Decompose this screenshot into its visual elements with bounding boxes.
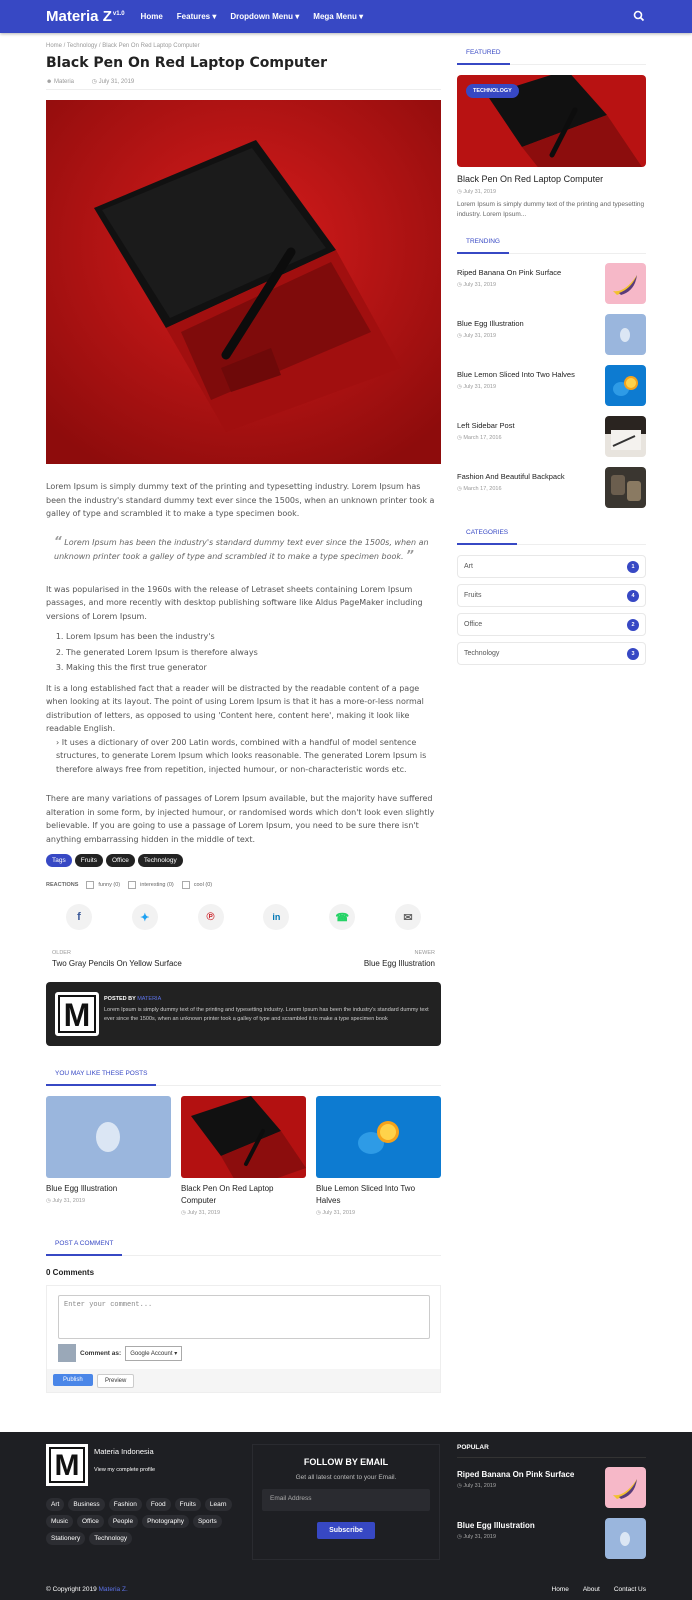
copyright-brand-link[interactable]: Materia Z. <box>98 1586 128 1593</box>
related-post-thumbnail[interactable] <box>181 1096 306 1178</box>
reactions-label: REACTIONS <box>46 882 79 888</box>
trending-item[interactable]: Fashion And Beautiful Backpack ◷ March 17, 2016 <box>457 467 646 509</box>
label-art[interactable]: Art <box>46 1498 64 1511</box>
laptop-illustration <box>46 100 441 464</box>
linkedin-icon[interactable]: in <box>263 904 289 930</box>
reactions-row <box>46 881 441 889</box>
comments-count: 0 Comments <box>46 1268 95 1277</box>
tags-label: Tags <box>46 854 72 867</box>
featured-excerpt: Lorem Ipsum is simply dummy text of the printing and typesetting industry. Lorem Ipsum... <box>457 201 645 218</box>
sidebar <box>457 33 646 665</box>
trending-item[interactable]: Riped Banana On Pink Surface ◷ July 31, 2019 <box>457 263 646 305</box>
checkbox-icon <box>128 881 136 889</box>
whatsapp-icon[interactable]: ☎ <box>329 904 355 930</box>
author-heading: POSTED BY MATERIA <box>104 996 162 1002</box>
related-post-date: ◷ July 31, 2019 <box>181 1210 221 1216</box>
label-technology[interactable]: Technology <box>89 1532 132 1545</box>
trending-thumbnail[interactable] <box>605 314 646 355</box>
ordered-list <box>66 629 441 676</box>
footer-labels <box>46 1498 241 1545</box>
view-profile-link[interactable]: View my complete profile <box>94 1467 156 1473</box>
post-author[interactable]: ☻ Materia <box>46 79 74 85</box>
label-fruits[interactable]: Fruits <box>175 1498 201 1511</box>
featured-title[interactable]: Black Pen On Red Laptop Computer <box>457 174 604 184</box>
checkbox-icon <box>182 881 190 889</box>
footer-link-contact[interactable]: Contact Us <box>613 1586 646 1593</box>
trending-item[interactable]: Left Sidebar Post ◷ March 17, 2016 <box>457 416 646 458</box>
comment-as-row: Comment as: Google Account ▾ <box>58 1344 182 1362</box>
list-item: 2. The generated Lorem Ipsum is therefore always <box>66 645 441 661</box>
email-input[interactable]: Email Address <box>262 1489 430 1511</box>
related-post-item[interactable] <box>316 1096 441 1216</box>
reaction-cool[interactable]: cool (0) <box>182 881 212 889</box>
post-paragraph: It was popularised in the 1960s with the release of Letraset sheets containing Lorem Ipsum passages, and more recently with desktop publishing software like Aldus PageMaker including versions of Lorem Ipsum. <box>46 584 423 621</box>
related-post-item[interactable] <box>46 1096 171 1216</box>
follow-by-email <box>252 1444 440 1560</box>
footer-link-about[interactable]: About <box>582 1586 600 1593</box>
copyright: © Copyright 2019 Materia Z. <box>46 1586 128 1593</box>
nav-home[interactable]: Home <box>140 12 163 21</box>
site-logo[interactable]: Materia $Z^{v1.0}$ <box>46 8 125 25</box>
nav-features[interactable]: Features ▾ <box>176 12 217 21</box>
tag-technology[interactable]: Technology <box>138 854 183 867</box>
main-column <box>46 33 441 1393</box>
trending-thumbnail[interactable] <box>605 365 646 406</box>
related-post-title[interactable]: Black Pen On Red Laptop Computer <box>181 1184 274 1205</box>
label-sports[interactable]: Sports <box>193 1515 222 1528</box>
popular-item[interactable]: Blue Egg Illustration ◷ July 31, 2019 <box>457 1518 646 1560</box>
label-business[interactable]: Business <box>68 1498 104 1511</box>
laptop-illustration <box>181 1096 306 1178</box>
trending-thumbnail[interactable] <box>605 467 646 508</box>
popular-posts <box>457 1444 646 1560</box>
egg-illustration <box>46 1096 171 1178</box>
search-icon[interactable] <box>632 9 646 23</box>
older-post-link[interactable]: OLDER Two Gray Pencils On Yellow Surface <box>52 950 182 968</box>
category-list <box>457 555 646 665</box>
breadcrumb[interactable]: Home / Technology / Black Pen On Red Laptop Computer <box>46 43 200 49</box>
account-select[interactable]: Google Account ▾ <box>125 1346 182 1361</box>
related-post-thumbnail[interactable] <box>316 1096 441 1178</box>
related-post-item[interactable] <box>181 1096 306 1216</box>
post-paragraph: It is a long established fact that a reader will be distracted by the readable content of a page when looking at its layout. The point of using Lorem Ipsum is that it has a more-or-less normal distribution of letters, as opposed to using 'Content here, content here', making it look like readable English. <box>46 683 424 733</box>
label-office[interactable]: Office <box>77 1515 104 1528</box>
follow-text: Get all latest content to your Email. <box>295 1474 397 1481</box>
trending-heading: TRENDING <box>457 234 646 254</box>
lemon-illustration <box>605 365 646 406</box>
related-post-date: ◷ July 31, 2019 <box>46 1198 86 1204</box>
top-navbar <box>0 0 692 33</box>
trending-thumbnail[interactable] <box>605 416 646 457</box>
list-item: 3. Making this the first true generator <box>66 660 441 676</box>
tag-office[interactable]: Office <box>106 854 135 867</box>
author-bio: Lorem Ipsum is simply dummy text of the printing and typesetting industry. Lorem Ipsum has been the industry's standard dummy text ever since the 1500s, when an unknown printer took a galley of type and scrambled it to make a type specimen book <box>104 1007 429 1023</box>
post-meta <box>46 78 441 90</box>
featured-thumbnail[interactable] <box>457 75 646 167</box>
post-date: ◷ July 31, 2019 <box>91 79 135 85</box>
comment-actions <box>47 1369 440 1392</box>
email-icon[interactable]: ✉ <box>395 904 421 930</box>
newer-post-link[interactable]: NEWER Blue Egg Illustration <box>363 950 435 968</box>
follow-title: FOLLOW BY EMAIL <box>303 1457 389 1467</box>
related-post-title[interactable]: Blue Egg Illustration <box>46 1184 118 1193</box>
nav-mega-menu[interactable]: Mega Menu ▾ <box>313 12 364 21</box>
categories-heading: CATEGORIES <box>457 525 646 545</box>
trending-item[interactable]: Blue Egg Illustration ◷ July 31, 2019 <box>457 314 646 356</box>
category-item-fruits[interactable]: Fruits 4 <box>457 584 646 607</box>
tag-fruits[interactable]: Fruits <box>75 854 103 867</box>
label-people[interactable]: People <box>108 1515 138 1528</box>
preview-button[interactable]: Preview <box>97 1374 134 1388</box>
list-item: 1. Lorem Ipsum has been the industry's <box>66 629 441 645</box>
facebook-icon[interactable]: f <box>66 904 92 930</box>
subscribe-button[interactable]: Subscribe <box>317 1522 375 1539</box>
footer <box>0 1432 692 1600</box>
post-paragraph: Lorem Ipsum is simply dummy text of the printing and typesetting industry. Lorem Ipsum has been the industry's standard dummy text ever since the 1500s, when an unknown printer took a galley of type and scrambled it to make a type specimen book. <box>46 482 435 518</box>
notebook-illustration <box>605 416 646 457</box>
comment-form <box>46 1285 441 1393</box>
reaction-interesting[interactable]: interesting (0) <box>128 881 174 889</box>
popular-item[interactable]: Riped Banana On Pink Surface ◷ July 31, 2019 <box>457 1467 646 1509</box>
egg-illustration <box>605 314 646 355</box>
lemon-illustration <box>316 1096 441 1178</box>
banana-illustration <box>605 1467 646 1508</box>
quote-close-icon: ” <box>406 547 414 562</box>
blockquote: “ Lorem Ipsum has been the industry's standard dummy text ever since the 1500s, when an unknown printer took a galley of type and scrambled it to make a type specimen book. ” <box>54 533 429 562</box>
user-avatar <box>58 1344 76 1362</box>
hero-image <box>46 100 441 464</box>
author-name-link[interactable]: MATERIA <box>137 996 162 1002</box>
post-paragraph: There are many variations of passages of Lorem Ipsum available, but the majority have suffered alteration in some form, by injected humour, or randomised words which don't look even slightly believable. If you are going to use a passage of Lorem Ipsum, you need to be sure there isn't anything embarrassing hidden in the middle of text. <box>46 794 435 844</box>
category-item-art[interactable]: Art 1 <box>457 555 646 578</box>
popular-heading: POPULAR <box>457 1444 646 1458</box>
egg-illustration <box>605 1518 646 1559</box>
checkbox-icon <box>86 881 94 889</box>
popular-thumbnail[interactable] <box>605 1518 646 1559</box>
author-avatar[interactable]: M <box>55 992 99 1036</box>
trending-item[interactable]: Blue Lemon Sliced Into Two Halves ◷ July 31, 2019 <box>457 365 646 407</box>
post-title: Black Pen On Red Laptop Computer <box>46 55 328 71</box>
nav-dropdown-menu[interactable]: Dropdown Menu ▾ <box>230 12 300 21</box>
footer-link-home[interactable]: Home <box>551 1586 569 1593</box>
related-post-title[interactable]: Blue Lemon Sliced Into Two Halves <box>316 1184 416 1205</box>
featured-date: ◷ July 31, 2019 <box>457 189 497 195</box>
label-music[interactable]: Music <box>46 1515 73 1528</box>
trending-thumbnail[interactable] <box>605 263 646 304</box>
label-learn[interactable]: Learn <box>205 1498 232 1511</box>
category-item-office[interactable]: Office 2 <box>457 613 646 636</box>
post-navigation <box>46 950 441 968</box>
footer-links <box>552 1586 647 1593</box>
share-buttons <box>46 904 441 930</box>
label-fashion[interactable]: Fashion <box>109 1498 142 1511</box>
backpack-illustration <box>605 467 646 508</box>
publish-button[interactable]: Publish <box>53 1374 93 1386</box>
reaction-funny[interactable]: funny (0) <box>86 881 120 889</box>
quote-open-icon: “ <box>54 533 62 548</box>
comment-textarea[interactable]: Enter your comment... <box>58 1295 430 1339</box>
category-item-technology[interactable]: Technology 3 <box>457 642 646 665</box>
label-photography[interactable]: Photography <box>142 1515 189 1528</box>
popular-thumbnail[interactable] <box>605 1467 646 1508</box>
related-posts-heading: YOU MAY LIKE THESE POSTS <box>46 1066 441 1086</box>
post-comment-heading: POST A COMMENT <box>46 1236 441 1256</box>
twitter-icon[interactable]: ✦ <box>132 904 158 930</box>
related-post-thumbnail[interactable] <box>46 1096 171 1178</box>
related-post-date: ◷ July 31, 2019 <box>316 1210 356 1216</box>
label-food[interactable]: Food <box>146 1498 171 1511</box>
author-box <box>46 982 441 1046</box>
footer-profile-name[interactable]: Materia Indonesia <box>94 1447 154 1456</box>
featured-heading: FEATURED <box>457 45 646 65</box>
banana-illustration <box>605 263 646 304</box>
related-posts <box>46 1096 441 1216</box>
category-badge[interactable]: TECHNOLOGY <box>466 84 519 98</box>
label-stationery[interactable]: Stationery <box>46 1532 85 1545</box>
post-paragraph: › It uses a dictionary of over 200 Latin words, combined with a handful of model sentence structures, to generate Lorem Ipsum which looks reasonable. The generated Lorem Ipsum is therefore always free from repetition, injected humour, or non-characteristic words etc. <box>56 737 427 774</box>
footer-logo[interactable]: M <box>46 1444 88 1486</box>
pinterest-icon[interactable]: ℗ <box>198 904 224 930</box>
tags-row <box>46 854 441 867</box>
